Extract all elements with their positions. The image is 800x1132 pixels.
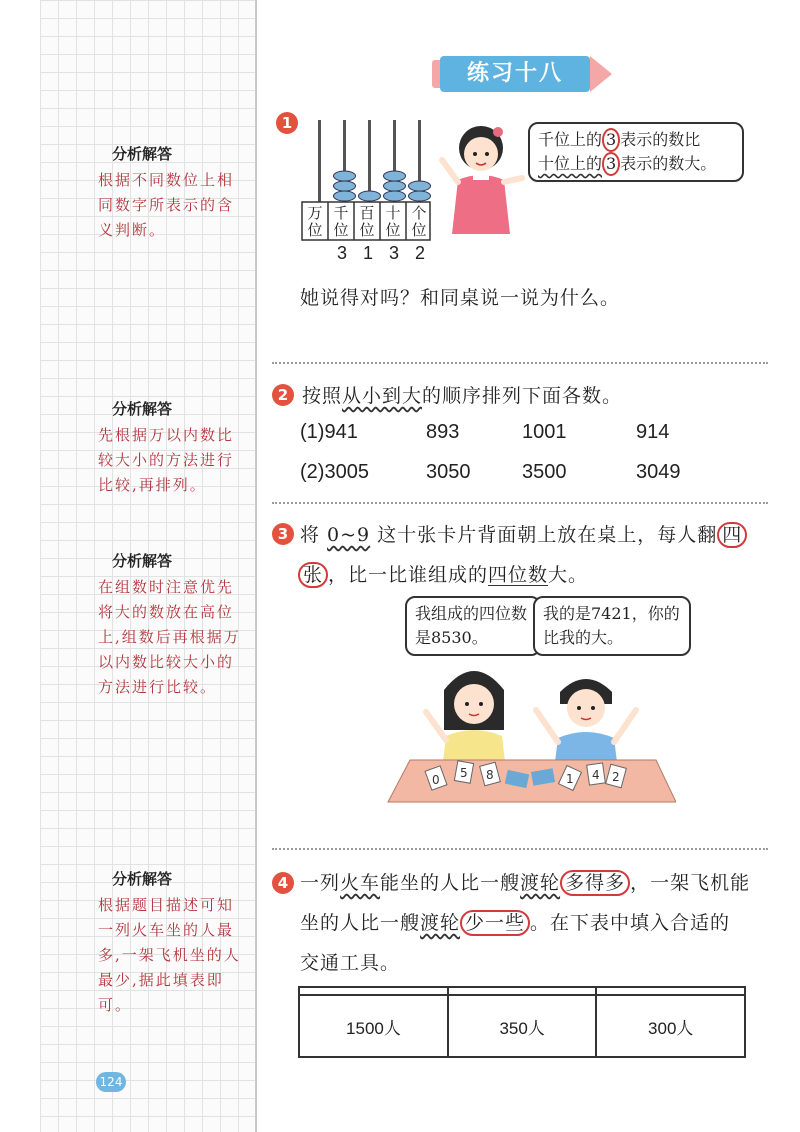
q2-row1-value: 914 bbox=[636, 421, 670, 443]
section-divider bbox=[272, 502, 768, 504]
abacus-digit: 2 bbox=[415, 243, 426, 263]
capacity-cell: 350人 bbox=[448, 995, 597, 1057]
question-4-line2: 坐的人比一艘渡轮 少一些 。在下表中填入合适的 bbox=[300, 912, 731, 934]
title-banner-arrow bbox=[590, 56, 612, 92]
q2-row2-value: 3050 bbox=[426, 461, 471, 483]
q2-row1-value: 893 bbox=[426, 421, 460, 443]
page-title: 练习十八 bbox=[440, 56, 590, 92]
side-note-body: 根据题目描述可知一列火车坐的人最多,一架飞机坐的人最少,据此填表即可。 bbox=[98, 896, 241, 1014]
capacity-cell: 300人 bbox=[596, 995, 745, 1057]
side-note-body: 在组数时注意优先将大的数放在高位上,组数后再根据万以内数比较大小的方法进行比较。 bbox=[98, 578, 241, 696]
circled-word: 张 bbox=[298, 562, 328, 588]
place-label-ones: 个位 bbox=[411, 204, 427, 239]
q2-row2-label: (2)3005 bbox=[300, 461, 369, 483]
side-note-head: 分析解答 bbox=[112, 145, 173, 163]
section-divider bbox=[272, 848, 768, 850]
transport-answer-cell[interactable] bbox=[299, 987, 448, 995]
abacus-digit: 1 bbox=[363, 243, 374, 263]
card-digit: 8 bbox=[486, 768, 494, 782]
q2-row2-value: 3500 bbox=[522, 461, 567, 483]
question-4-line1: 一列火车能坐的人比一艘渡轮 多得多 ，一架飞机能 bbox=[300, 872, 751, 894]
card-digit: 1 bbox=[566, 772, 574, 786]
page-number: 124 bbox=[96, 1072, 126, 1092]
q2-row2-value: 3049 bbox=[636, 461, 681, 483]
question-3-number: 3 bbox=[272, 523, 294, 545]
card-digit: 5 bbox=[460, 766, 468, 780]
question-3-line2: 张 ，比一比谁组成的四位数大。 bbox=[298, 560, 588, 587]
card-digit: 0 bbox=[432, 773, 440, 787]
transport-table bbox=[298, 986, 746, 1058]
side-note-2 bbox=[98, 398, 248, 498]
side-note-4 bbox=[98, 868, 248, 1018]
side-note-1 bbox=[98, 143, 248, 243]
abacus-digit: 3 bbox=[337, 243, 348, 263]
place-label-tens: 十位 bbox=[385, 204, 401, 239]
capacity-cell: 1500人 bbox=[299, 995, 448, 1057]
circled-digit: 3 bbox=[602, 128, 620, 152]
place-label-ten-thousands: 万位 bbox=[307, 204, 323, 239]
card-digit: 2 bbox=[612, 770, 620, 784]
side-note-body: 先根据万以内数比较大小的方法进行比较,再排列。 bbox=[98, 426, 235, 494]
q2-row1-label: (1)941 bbox=[300, 421, 358, 443]
place-label-thousands: 千位 bbox=[333, 204, 349, 239]
side-note-body: 根据不同数位上相同数字所表示的含义判断。 bbox=[98, 171, 235, 239]
girl-speech-bubble-q3: 我组成的四位数是8530。 bbox=[405, 596, 541, 656]
section-divider bbox=[272, 362, 768, 364]
girl-speech-bubble: 千位上的 3 表示的数比 十位上的 3 表示的数大。 bbox=[528, 122, 744, 182]
side-note-head: 分析解答 bbox=[112, 400, 173, 418]
question-4-number: 4 bbox=[272, 872, 294, 894]
boy-speech-bubble-q3: 我的是7421，你的比我的大。 bbox=[533, 596, 691, 656]
transport-answer-cell[interactable] bbox=[448, 987, 597, 995]
q2-row1-value: 1001 bbox=[522, 421, 567, 443]
circled-word: 四 bbox=[717, 522, 747, 548]
question-3-line1: 将 0~9 这十张卡片背面朝上放在桌上，每人翻 四 bbox=[300, 520, 747, 547]
circled-digit: 3 bbox=[602, 152, 620, 176]
question-2-text: 按照从小到大的顺序排列下面各数。 bbox=[302, 385, 623, 407]
side-note-head: 分析解答 bbox=[112, 552, 173, 570]
card-digit: 4 bbox=[592, 768, 600, 782]
question-4-line3: 交通工具。 bbox=[300, 952, 401, 974]
side-note-head: 分析解答 bbox=[112, 870, 173, 888]
children-cards-illustration bbox=[386, 652, 676, 812]
transport-answer-cell[interactable] bbox=[596, 987, 745, 995]
question-1-number: 1 bbox=[276, 112, 298, 134]
abacus-digit: 3 bbox=[389, 243, 400, 263]
question-2-number: 2 bbox=[272, 384, 294, 406]
place-label-hundreds: 百位 bbox=[359, 204, 375, 239]
circled-phrase: 多得多 bbox=[560, 870, 630, 896]
side-note-3 bbox=[98, 550, 248, 700]
circled-phrase: 少一些 bbox=[460, 910, 530, 936]
question-1-prompt: 她说得对吗？和同桌说一说为什么。 bbox=[300, 287, 621, 309]
girl-illustration bbox=[436, 118, 526, 240]
